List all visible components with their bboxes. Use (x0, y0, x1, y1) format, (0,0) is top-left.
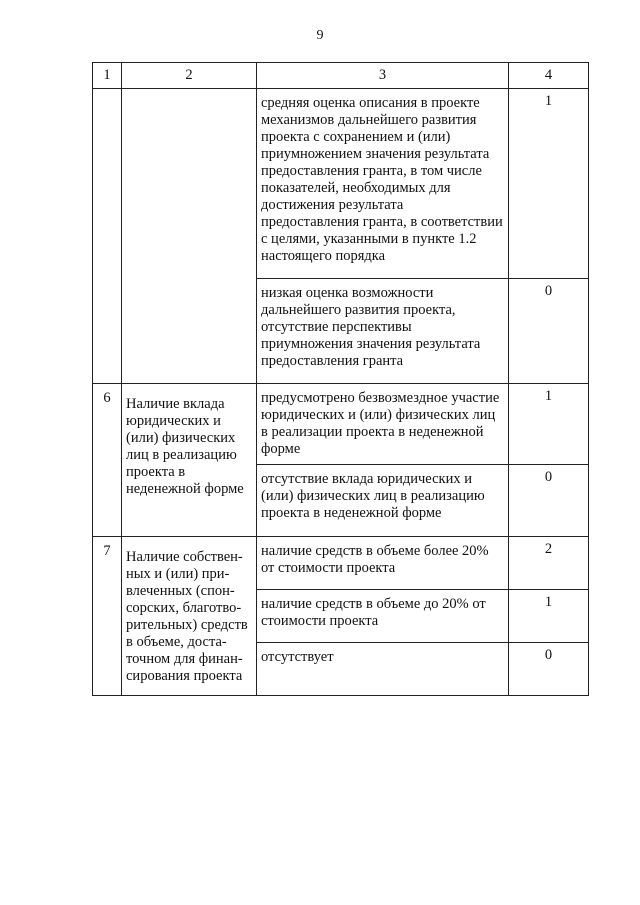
option-score: 1 (509, 89, 589, 279)
table-row (93, 384, 589, 465)
option-score: 0 (509, 279, 589, 384)
criterion-number: 7 (93, 537, 122, 696)
option-description: отсутствует (257, 643, 509, 696)
option-description: средняя оценка описания в проекте механизмов дальнейшего развития проекта с сохранением и (или) приумножением значения результата предоставления гранта, в том числе показателей, необходимых для достижения результата предоставления гранта, в соответствии с целями, указанными в пункте 1.2 настоящего порядка (257, 89, 509, 279)
option-description: наличие средств в объеме более 20% от стоимости проекта (257, 537, 509, 590)
option-score: 1 (509, 384, 589, 465)
table-row (93, 89, 589, 279)
page-number: 9 (316, 28, 324, 43)
table-header-row (93, 63, 589, 89)
option-score: 1 (509, 590, 589, 643)
criterion-name-cell (122, 89, 257, 384)
option-description: низкая оценка возможности дальнейшего развития проекта, отсутствие перспективы приумножения значения результата предоставления гранта (257, 279, 509, 384)
column-header-2: 2 (122, 63, 257, 89)
criteria-table (92, 62, 589, 696)
option-score: 0 (509, 465, 589, 537)
option-description: отсутствие вклада юридических и (или) физических лиц в реализацию проекта в неденежной форме (257, 465, 509, 537)
column-header-4: 4 (509, 63, 589, 89)
criterion-name: Наличие собствен-ных и (или) при-влеченных (спон-сорских, благотво-рительных) средств в объеме, доста-точном для финан-сирования проекта (122, 537, 257, 696)
column-header-3: 3 (257, 63, 509, 89)
option-description: предусмотрено безвозмездное участие юридических и (или) физических лиц в реализации проекта в неденежной форме (257, 384, 509, 465)
column-header-1: 1 (93, 63, 122, 89)
option-description: наличие средств в объеме до 20% от стоимости проекта (257, 590, 509, 643)
criterion-number-cell (93, 89, 122, 384)
option-score: 2 (509, 537, 589, 590)
option-score: 0 (509, 643, 589, 696)
table-row (93, 537, 589, 590)
criterion-name: Наличие вклада юридических и (или) физических лиц в реализацию проекта в неденежной форме (122, 384, 257, 537)
criterion-number: 6 (93, 384, 122, 537)
